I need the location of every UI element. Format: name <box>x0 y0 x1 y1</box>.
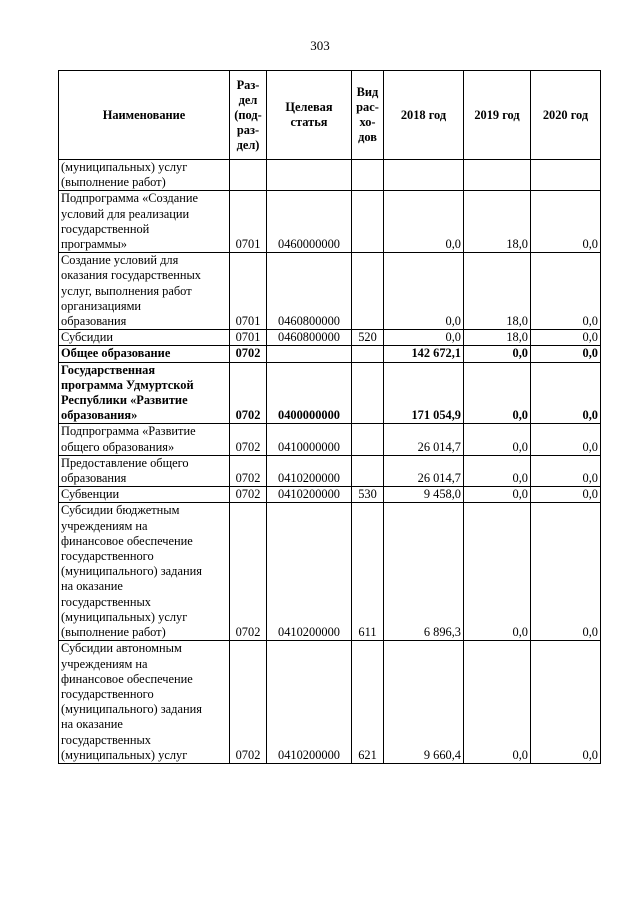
row-year-2020-cell <box>531 160 601 191</box>
row-year-2018-cell: 0,0 <box>384 253 464 330</box>
row-target-article-cell: 0410200000 <box>267 641 352 764</box>
header-razdel: Раз- дел (под- раз- дел) <box>230 71 267 160</box>
row-year-2018-cell: 6 896,3 <box>384 503 464 641</box>
row-year-2019-cell: 0,0 <box>464 503 531 641</box>
row-razdel-cell: 0702 <box>230 362 267 424</box>
row-name-cell: Общее образование <box>59 346 230 362</box>
header-expense-type: Вид рас- хо- дов <box>352 71 384 160</box>
table-row <box>59 424 601 455</box>
row-expense-type-cell <box>352 160 384 191</box>
header-year-2020: 2020 год <box>531 71 601 160</box>
row-razdel-cell: 0701 <box>230 191 267 253</box>
row-target-article-cell: 0460800000 <box>267 330 352 346</box>
row-year-2019-cell <box>464 160 531 191</box>
row-expense-type-cell: 530 <box>352 487 384 503</box>
row-target-article-cell: 0400000000 <box>267 362 352 424</box>
row-razdel-cell: 0702 <box>230 487 267 503</box>
row-name-cell: Субсидии бюджетным учреждениям на финансовое обеспечение государственного (муниципального) задания на оказание государственных (муниципальных) услуг (выполнение работ) <box>59 503 230 641</box>
row-year-2020-cell: 0,0 <box>531 191 601 253</box>
row-year-2019-cell: 18,0 <box>464 253 531 330</box>
row-year-2020-cell: 0,0 <box>531 455 601 486</box>
table-header-row <box>59 71 601 160</box>
table-row <box>59 160 601 191</box>
row-expense-type-cell: 621 <box>352 641 384 764</box>
table-row <box>59 253 601 330</box>
page-number: 303 <box>310 38 330 53</box>
row-year-2019-cell: 18,0 <box>464 191 531 253</box>
table-row <box>59 641 601 764</box>
row-year-2020-cell: 0,0 <box>531 346 601 362</box>
table-row <box>59 487 601 503</box>
header-year-2019: 2019 год <box>464 71 531 160</box>
row-name-cell: Подпрограмма «Создание условий для реализации государственной программы» <box>59 191 230 253</box>
row-expense-type-cell <box>352 455 384 486</box>
row-year-2020-cell: 0,0 <box>531 362 601 424</box>
row-target-article-cell: 0410200000 <box>267 503 352 641</box>
row-target-article-cell <box>267 346 352 362</box>
row-target-article-cell: 0410200000 <box>267 487 352 503</box>
row-year-2018-cell: 0,0 <box>384 330 464 346</box>
row-target-article-cell: 0410000000 <box>267 424 352 455</box>
row-razdel-cell: 0701 <box>230 330 267 346</box>
row-expense-type-cell <box>352 346 384 362</box>
row-year-2018-cell: 26 014,7 <box>384 424 464 455</box>
row-year-2020-cell: 0,0 <box>531 487 601 503</box>
row-year-2019-cell: 0,0 <box>464 455 531 486</box>
row-year-2020-cell: 0,0 <box>531 503 601 641</box>
table-row <box>59 503 601 641</box>
row-year-2020-cell: 0,0 <box>531 253 601 330</box>
row-year-2020-cell: 0,0 <box>531 641 601 764</box>
table-row <box>59 191 601 253</box>
row-expense-type-cell <box>352 424 384 455</box>
row-year-2019-cell: 0,0 <box>464 424 531 455</box>
row-year-2018-cell <box>384 160 464 191</box>
budget-table <box>58 70 601 764</box>
row-razdel-cell: 0702 <box>230 455 267 486</box>
row-razdel-cell: 0702 <box>230 424 267 455</box>
row-year-2018-cell: 9 458,0 <box>384 487 464 503</box>
row-name-cell: Государственная программа Удмуртской Республики «Развитие образования» <box>59 362 230 424</box>
row-year-2018-cell: 26 014,7 <box>384 455 464 486</box>
row-target-article-cell: 0460000000 <box>267 191 352 253</box>
row-name-cell: Подпрограмма «Развитие общего образования» <box>59 424 230 455</box>
row-name-cell: Создание условий для оказания государственных услуг, выполнения работ организациями образования <box>59 253 230 330</box>
row-year-2020-cell: 0,0 <box>531 424 601 455</box>
row-year-2019-cell: 18,0 <box>464 330 531 346</box>
row-expense-type-cell: 520 <box>352 330 384 346</box>
row-year-2018-cell: 171 054,9 <box>384 362 464 424</box>
row-name-cell: Предоставление общего образования <box>59 455 230 486</box>
row-expense-type-cell <box>352 362 384 424</box>
row-year-2019-cell: 0,0 <box>464 641 531 764</box>
row-year-2018-cell: 9 660,4 <box>384 641 464 764</box>
header-year-2018: 2018 год <box>384 71 464 160</box>
row-razdel-cell: 0702 <box>230 346 267 362</box>
row-year-2019-cell: 0,0 <box>464 487 531 503</box>
row-target-article-cell: 0460800000 <box>267 253 352 330</box>
row-year-2020-cell: 0,0 <box>531 330 601 346</box>
row-target-article-cell <box>267 160 352 191</box>
row-name-cell: Субсидии <box>59 330 230 346</box>
header-name: Наименование <box>59 71 230 160</box>
table-row <box>59 362 601 424</box>
row-year-2019-cell: 0,0 <box>464 346 531 362</box>
row-expense-type-cell: 611 <box>352 503 384 641</box>
table-row <box>59 455 601 486</box>
row-name-cell: (муниципальных) услуг (выполнение работ) <box>59 160 230 191</box>
row-razdel-cell <box>230 160 267 191</box>
header-target-article: Целевая статья <box>267 71 352 160</box>
row-razdel-cell: 0701 <box>230 253 267 330</box>
row-expense-type-cell <box>352 191 384 253</box>
row-year-2019-cell: 0,0 <box>464 362 531 424</box>
row-name-cell: Субсидии автономным учреждениям на финансовое обеспечение государственного (муниципального) задания на оказание государственных (муниципальных) услуг <box>59 641 230 764</box>
row-year-2018-cell: 142 672,1 <box>384 346 464 362</box>
row-target-article-cell: 0410200000 <box>267 455 352 486</box>
row-razdel-cell: 0702 <box>230 641 267 764</box>
table-row <box>59 330 601 346</box>
row-expense-type-cell <box>352 253 384 330</box>
row-year-2018-cell: 0,0 <box>384 191 464 253</box>
table-row <box>59 346 601 362</box>
row-razdel-cell: 0702 <box>230 503 267 641</box>
row-name-cell: Субвенции <box>59 487 230 503</box>
